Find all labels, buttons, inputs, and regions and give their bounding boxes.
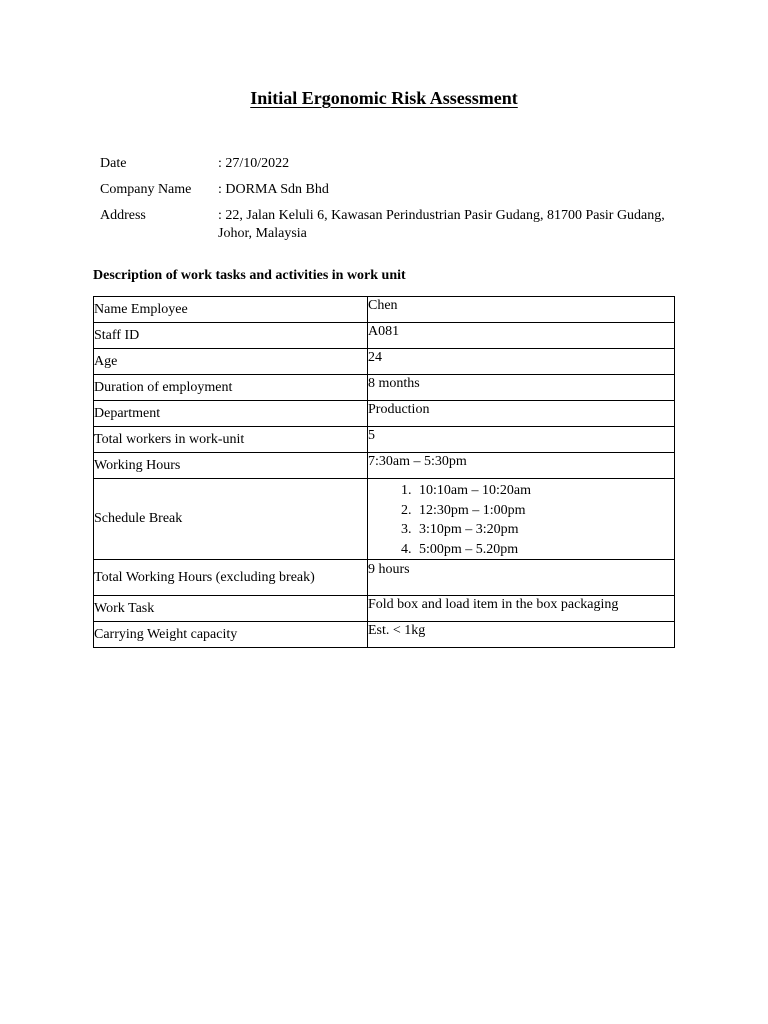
break-item: 4. 5:00pm – 5.20pm — [415, 540, 674, 560]
break-item: 1. 10:10am – 10:20am — [415, 481, 674, 501]
break-list — [368, 481, 674, 559]
break-item: 2. 12:30pm – 1:00pm — [415, 501, 674, 521]
name-employee-label: Name Employee — [94, 297, 368, 323]
age-label: Age — [94, 349, 368, 375]
header-info — [100, 155, 668, 251]
table-row — [94, 375, 675, 401]
table-row — [94, 349, 675, 375]
info-row-address — [100, 207, 668, 243]
table-row — [94, 479, 675, 560]
duration-label: Duration of employment — [94, 375, 368, 401]
company-value: : DORMA Sdn Bhd — [218, 182, 329, 197]
duration-value: 8 months — [368, 375, 675, 401]
working-hours-value: 7:30am – 5:30pm — [368, 453, 675, 479]
total-workers-value: 5 — [368, 427, 675, 453]
table-row — [94, 622, 675, 648]
section-heading: Description of work tasks and activities in work unit — [93, 268, 406, 283]
table-row — [94, 453, 675, 479]
schedule-break-value — [368, 479, 675, 560]
table-row — [94, 560, 675, 596]
age-value: 24 — [368, 349, 675, 375]
name-employee-value: Chen — [368, 297, 675, 323]
address-label: Address — [100, 208, 146, 223]
table-row — [94, 323, 675, 349]
department-value: Production — [368, 401, 675, 427]
table-row — [94, 427, 675, 453]
info-row-company — [100, 181, 668, 199]
working-hours-label: Working Hours — [94, 453, 368, 479]
table-row — [94, 596, 675, 622]
table-row — [94, 297, 675, 323]
total-working-hours-label: Total Working Hours (excluding break) — [94, 560, 368, 596]
date-value: : 27/10/2022 — [218, 156, 290, 171]
schedule-break-label: Schedule Break — [94, 479, 368, 560]
department-label: Department — [94, 401, 368, 427]
table-row — [94, 401, 675, 427]
work-details-table — [93, 296, 675, 648]
total-workers-label: Total workers in work-unit — [94, 427, 368, 453]
work-task-value: Fold box and load item in the box packaging — [368, 596, 675, 622]
total-working-hours-value: 9 hours — [368, 560, 675, 596]
staff-id-label: Staff ID — [94, 323, 368, 349]
document-title: Initial Ergonomic Risk Assessment — [250, 88, 518, 108]
carrying-weight-value: Est. < 1kg — [368, 622, 675, 648]
break-item: 3. 3:10pm – 3:20pm — [415, 520, 674, 540]
work-task-label: Work Task — [94, 596, 368, 622]
date-label: Date — [100, 156, 127, 171]
company-label: Company Name — [100, 182, 192, 197]
info-row-date — [100, 155, 668, 173]
staff-id-value: A081 — [368, 323, 675, 349]
address-value: : 22, Jalan Keluli 6, Kawasan Perindustrian Pasir Gudang, 81700 Pasir Gudang, Johor, Malaysia — [218, 208, 665, 241]
carrying-weight-label: Carrying Weight capacity — [94, 622, 368, 648]
